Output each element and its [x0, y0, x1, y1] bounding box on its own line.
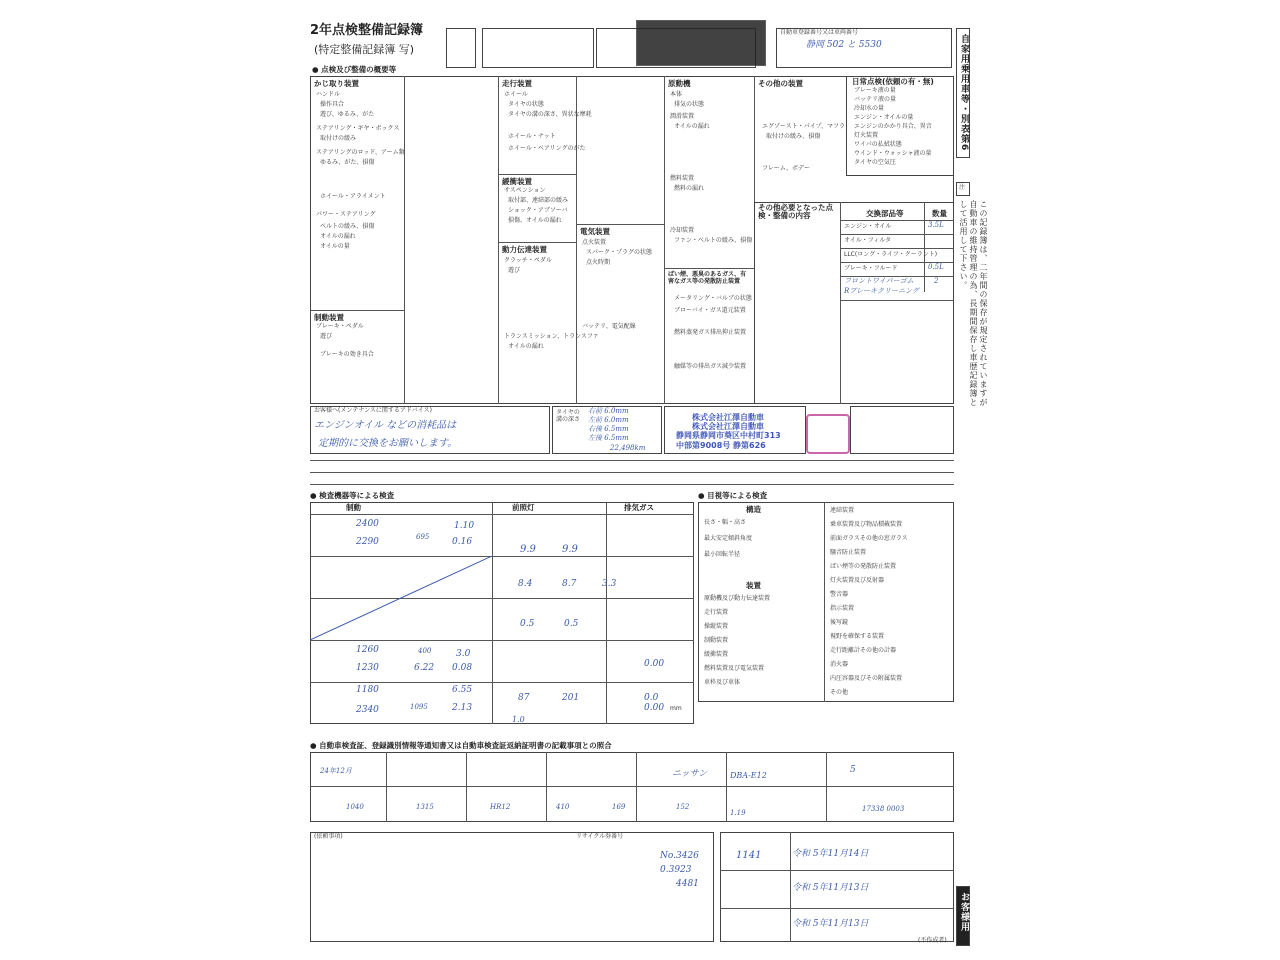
group-engine: 原動機 [668, 79, 691, 88]
shop-cert: 中部第9008号 静第626 [676, 441, 766, 450]
equipment-check-title: ● 検査機器等による検査 [310, 491, 395, 500]
group-steering: かじ取り装置 [314, 79, 359, 88]
form-title: 2年点検整備記録簿 [310, 23, 424, 38]
daily-check-title: 日常点検(依頼の有・無) [852, 77, 934, 86]
group-suspension: 緩衝装置 [502, 177, 532, 186]
side-note-mark: 注 [959, 184, 966, 191]
request-box [310, 832, 714, 942]
odometer: 22,498km [610, 444, 646, 452]
plate-label: 自動車登録番号又は車両番号 [780, 29, 859, 36]
emission-label: 排気ガス [624, 503, 654, 512]
owner-info-box [482, 28, 594, 68]
advice-text-2: 定期的に交換をお願いします。 [318, 438, 458, 449]
form-subtitle: (特定整備記録簿 写) [314, 43, 415, 56]
group-drivetrain: 動力伝達装置 [502, 245, 547, 254]
plate-value: 静岡 502 と 5530 [806, 40, 882, 50]
group-running: 走行装置 [502, 79, 532, 88]
recycle-label: リサイクル券番号 [576, 833, 624, 840]
year-select-box [446, 28, 476, 68]
registration-grid [310, 752, 954, 822]
advice-text-1: エンジンオイル などの消耗品は [314, 420, 457, 431]
brake-label: 制動 [346, 503, 361, 512]
request-label: (依頼事項) [314, 833, 343, 840]
group-other: その他の装置 [758, 79, 803, 88]
headlight-label: 前照灯 [512, 503, 535, 512]
redacted-block [636, 20, 766, 66]
side-note: この記録簿は、二年間の保存が規定されていますが自動車の維持管理の為、長期間保存し車歴記録簿として活用して下さい。 [959, 200, 988, 407]
shop-address: 静岡県静岡市葵区中村町313 [676, 431, 781, 440]
form-code: 自家用乗用車等・別表第6 [959, 34, 969, 152]
diagonal-strike [310, 556, 492, 640]
visual-check-title: ● 目視等による検査 [698, 491, 768, 500]
group-electrical: 電気装置 [580, 227, 610, 236]
inspector-box [850, 406, 954, 454]
inspection-record-sheet: 2年点検整備記録簿 (特定整備記録簿 写) 自動車登録番号又は車両番号 静岡 502 と 5530 自家用乗用車等・別表第6 ● 点検及び整備の概要等 かじ取り装置 ハンドル 操作具合 遊び、ゆるみ、がた ステアリング・ギヤ・ボックス 取付けの緩み ステアリングのロッド、アーム類 ゆるみ、がた、損傷 ホイール・アライメント パワー・ステアリング ベルトの緩み、損傷 オイルの漏れ オイルの量 制動装置 ブレーキ・ペダル 遊び ブレーキの効き具合 走行装置 ホイール タイヤの状態 タイヤの溝の深さ、異状な摩耗 ホイール・ナット ホイール・ベアリングのがた 緩衝装置 サスペンション 取付部、連結部の緩み ショック・アブソーバ 損傷、オイルの漏れ 動力伝達装置 クラッチ・ペダル 遊び トランスミッション、トランスファ オイルの漏れ 電気装置 点火装置 スパーク・プラグの状態 点火時期 バッテリ、電気配線 原動機 本体 排気の状態 潤滑装置 オイルの漏れ 燃料装置 燃料の漏れ 冷却装置 ファン・ベルトの緩み、損傷 ばい煙、悪臭のあるガス、有害なガス等の発散防止装置 メータリング・バルブの状態 ブローバイ・ガス還元装置 燃料蒸発ガス排出抑止装置 触媒等の排出ガス減少装置 その他の装置 エグゾースト・パイプ、マフラ 取付けの緩み、損傷 フレーム、ボデー 日常点検(依頼の有・無) ブレーキ液の量 バッテリ液の量 冷却水の量 エンジン・オイルの量 エンジンのかかり具合、異音 灯火装置 ワイパの払拭状態 ウインド・ウォッシャ液の量 タイヤの空気圧 その他必要となった点検・整備の内容 交換部品等 数量 エンジン・オイル 3.5L オイル・フィルタ LLC(ロング・ライフ・クーラント) ブレーキ・フルード 0.5L フロントワイパーゴム 2 Rブレーキクリーニング お客様へ(メンテナンスに関するアドバイス) エンジンオイル などの消耗品は 定期的に交換をお願いします。 タイヤの溝の深さ 右前 6.0mm 左前 6.0mm 右後 6.5mm 左後 6.5mm 22,498km 株式会社江澤自動車 株式会社江澤自動車 静岡県静岡市葵区中村町313 中部第9008号 静第626 ● 検査機器等による検査 制動 前照灯 排気ガス 2400 2290 695 1.10 0.16 1260 1230 400 6.22 3.0 0.08 1180 6.55 2.13 2340 1095 9.9 9.9 8.4 8.7 3.3 0.5 0.5 0.00 0.0 87 201 0.00 mm 1.0 ● 目視等による検査 構造 装置 長さ・幅・高さ 最大安定傾斜角度 最小回転半径 原動機及び動力伝達装置 走行装置 操縦装置 制動装置 緩衝装置 燃料装置及び電気装置 車枠及び車体 連結装置 乗車装置及び物品積載装置 前面ガラスその他の窓ガラス 騒音防止装置 ばい煙等の発散防止装置 灯火装置及び反射器 警音器 指示装置 後写鏡 視野を確保する装置 走行距離計その他の計器 消火器 内圧容器及びその附属装置 その他 ● 自動車検査証、登録識別情報等通知書又は自動車検査証返納証明書の記載事項との照合 24年12月 ニッサン DBA-E12 5 1040 1315 HR12 410 169 152 1.19 17338 0003 (依頼事項) リサイクル券番号 No.3426 0.3923 4481 1141 令和 5年11月14日 令和 5年11月13日 令和 5年11月13日 お客様用 (不作成者) 注 この記録簿は、二年間の保存が規定されていますが自動車の維持管理の為、長期間保存し車歴記録簿として活用して下さい。 [306, 14, 974, 946]
shop-name-2: 株式会社江澤自動車 [692, 422, 764, 431]
registration-title: ● 自動車検査証、登録識別情報等通知書又は自動車検査証返納証明書の記載事項との照合 [310, 741, 612, 750]
advice-label: お客様へ(メンテナンスに関するアドバイス) [314, 407, 433, 414]
footer-note: (不作成者) [918, 937, 947, 944]
copy-label: お客様用 [959, 892, 969, 932]
parts-title: 交換部品等 [866, 209, 904, 218]
shop-name-1: 株式会社江澤自動車 [692, 413, 764, 422]
tire-label: タイヤの溝の深さ [556, 409, 581, 423]
other-box-label: その他必要となった点検・整備の内容 [758, 203, 833, 221]
parts-qty-label: 数量 [932, 209, 947, 218]
shop-seal [806, 414, 850, 454]
structure-label: 構造 [746, 505, 761, 514]
group-emission: ばい煙、悪臭のあるガス、有害なガス等の発散防止装置 [668, 271, 747, 285]
group-brake: 制動装置 [314, 313, 344, 322]
overview-title: ● 点検及び整備の概要等 [312, 65, 397, 74]
equipment-label: 装置 [746, 581, 761, 590]
